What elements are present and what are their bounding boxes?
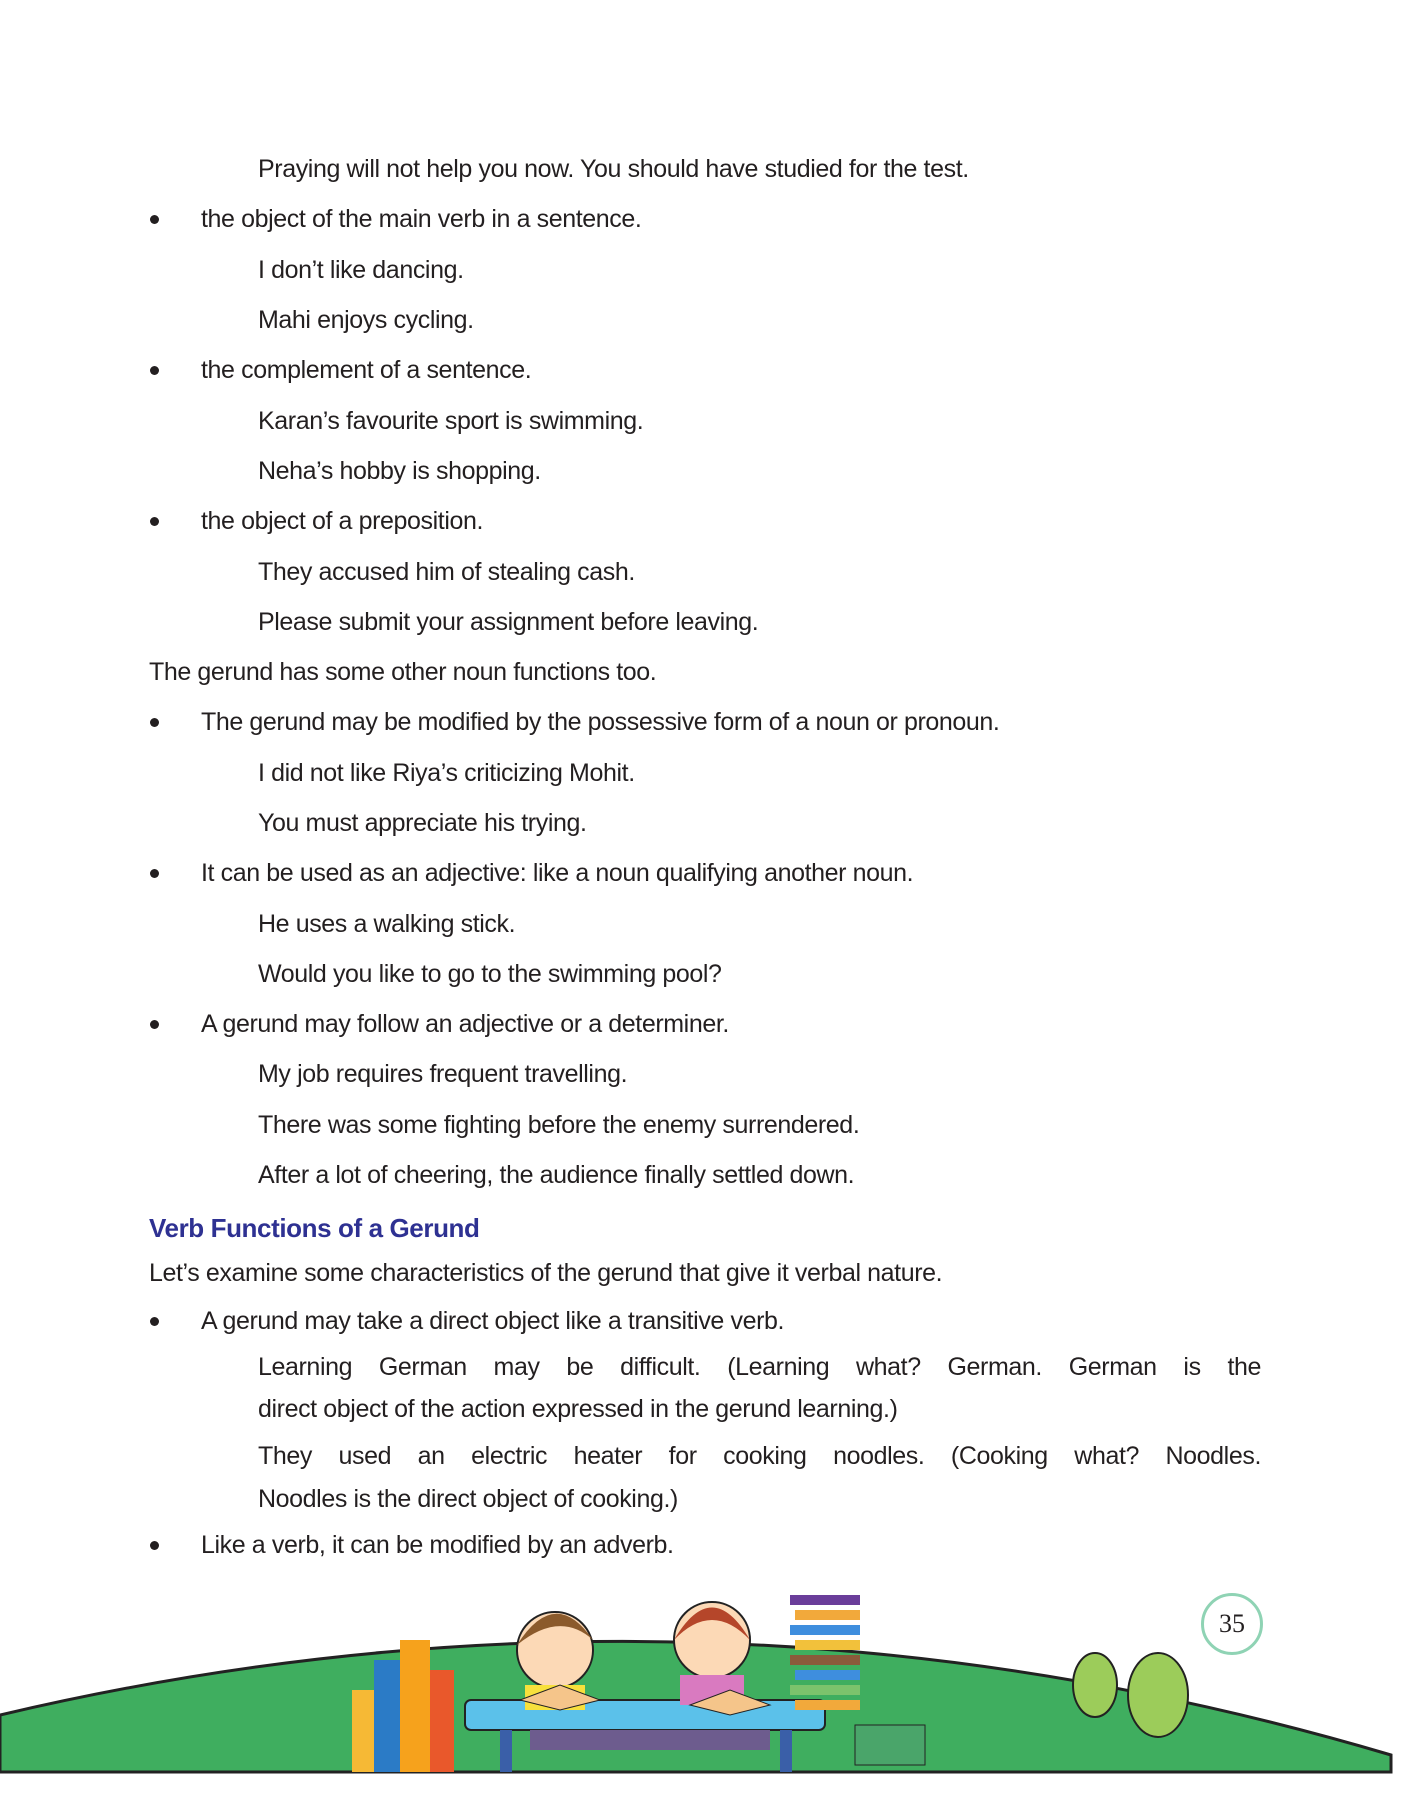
bullet-icon xyxy=(150,869,159,878)
bullet-icon xyxy=(150,718,159,727)
boy-icon xyxy=(517,1612,600,1710)
bullet-text: the object of a preposition. xyxy=(201,507,484,535)
example-text: Praying will not help you now. You should have studied for the test. xyxy=(258,155,969,183)
example-text: My job requires frequent travelling. xyxy=(258,1060,628,1088)
bullet-icon xyxy=(150,1020,159,1029)
example-text: Learning German may be difficult. (Learning what? German. German is the xyxy=(258,1353,1261,1381)
bullet-text: the object of the main verb in a sentence. xyxy=(201,205,642,233)
bullet-icon xyxy=(150,1541,159,1550)
bullet-icon xyxy=(150,1317,159,1326)
bullet-text: the complement of a sentence. xyxy=(201,356,532,384)
page-number: 35 xyxy=(1201,1593,1263,1655)
example-text: He uses a walking stick. xyxy=(258,910,516,938)
paragraph: Let’s examine some characteristics of the gerund that give it verbal nature. xyxy=(149,1259,943,1287)
example-text: There was some fighting before the enemy surrendered. xyxy=(258,1111,860,1139)
section-heading: Verb Functions of a Gerund xyxy=(149,1213,480,1243)
example-text: Karan’s favourite sport is swimming. xyxy=(258,407,644,435)
example-text: They used an electric heater for cooking noodles. (Cooking what? Noodles. xyxy=(258,1442,1261,1470)
bullet-text: A gerund may follow an adjective or a determiner. xyxy=(201,1010,729,1038)
paragraph: The gerund has some other noun functions too. xyxy=(149,658,657,686)
example-text: Neha’s hobby is shopping. xyxy=(258,457,541,485)
example-text: After a lot of cheering, the audience finally settled down. xyxy=(258,1161,855,1189)
example-text: They accused him of stealing cash. xyxy=(258,558,635,586)
example-text: You must appreciate his trying. xyxy=(258,809,587,837)
bullet-icon xyxy=(150,517,159,526)
bullet-icon xyxy=(150,215,159,224)
example-text: Would you like to go to the swimming pool? xyxy=(258,960,722,988)
example-text: Mahi enjoys cycling. xyxy=(258,306,474,334)
bullet-text: Like a verb, it can be modified by an adverb. xyxy=(201,1531,674,1559)
bullet-text: A gerund may take a direct object like a transitive verb. xyxy=(201,1307,785,1335)
example-text: Noodles is the direct object of cooking.) xyxy=(258,1485,678,1513)
bullet-icon xyxy=(150,366,159,375)
example-text: I did not like Riya’s criticizing Mohit. xyxy=(258,759,635,787)
example-text: I don’t like dancing. xyxy=(258,256,464,284)
bullet-text: It can be used as an adjective: like a noun qualifying another noun. xyxy=(201,859,914,887)
example-text: direct object of the action expressed in the gerund learning.) xyxy=(258,1395,898,1423)
example-text: Please submit your assignment before leaving. xyxy=(258,608,759,636)
bullet-text: The gerund may be modified by the possessive form of a noun or pronoun. xyxy=(201,708,1000,736)
